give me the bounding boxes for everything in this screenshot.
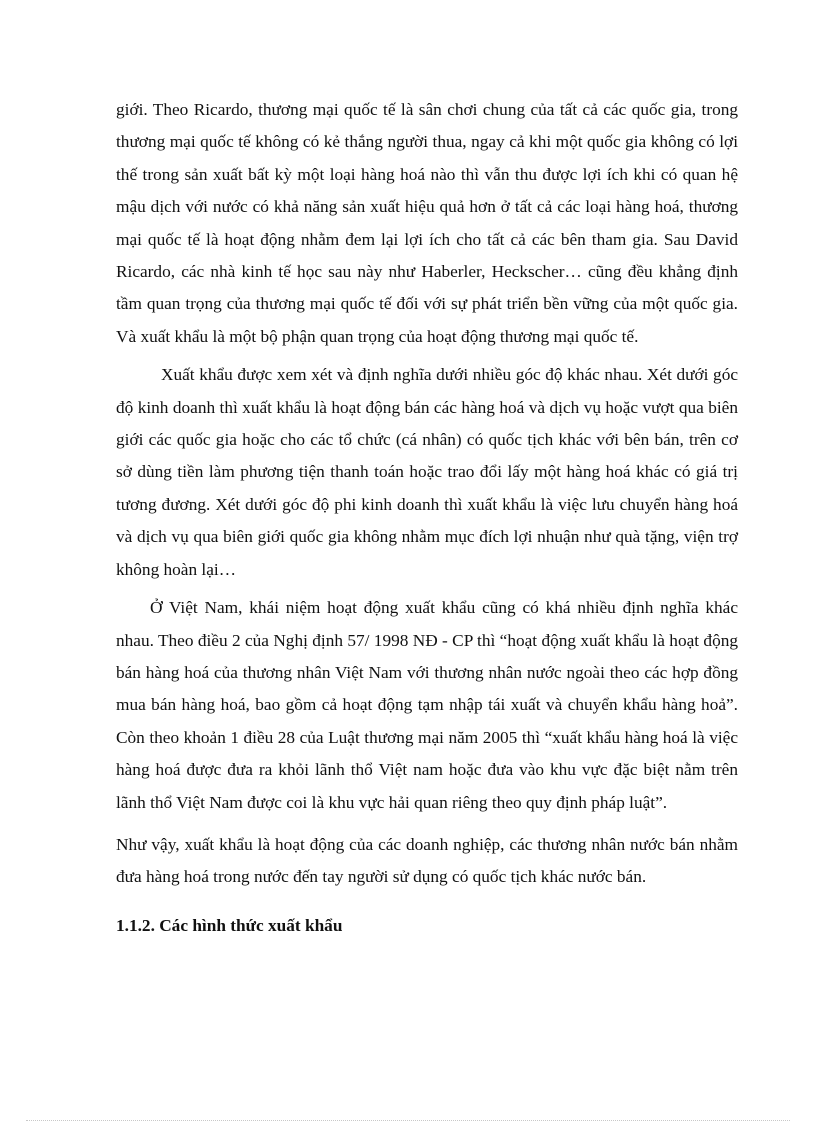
section-heading: 1.1.2. Các hình thức xuất khẩu — [116, 915, 343, 935]
paragraph-export-summary: Như vậy, xuất khẩu là hoạt động của các doanh nghiệp, các thương nhân nước bán nhằm đưa hàng hoá trong nước đến tay người sử dụng có quốc tịch khác nước bán. — [116, 834, 738, 887]
paragraph-vietnam-export-law: Ở Việt Nam, khái niệm hoạt động xuất khẩu cũng có khá nhiều định nghĩa khác nhau. Theo điều 2 của Nghị định 57/ 1998 NĐ - CP thì “hoạt động xuất khẩu là hoạt động bán hàng hoá của thương nhân Việt Nam với thương nhân nước ngoài theo các hợp đồng mua bán hàng hoá, bao gồm cả hoạt động tạm nhập tái xuất và chuyển khẩu hàng hoả”. Còn theo khoản 1 điều 28 của Luật thương mại năm 2005 thì “xuất khẩu hàng hoá là việc hàng hoá được đưa ra khỏi lãnh thổ Việt nam hoặc đưa vào khu vực đặc biệt nằm trên lãnh thổ Việt Nam được coi là khu vực hải quan riêng theo quy định pháp luật”. — [116, 598, 738, 812]
footer-divider — [26, 1120, 790, 1121]
paragraph-ricardo-trade: giới. Theo Ricardo, thương mại quốc tế là sân chơi chung của tất cả các quốc gia, trong thương mại quốc tế không có kẻ thắng người thua, ngay cả khi một quốc gia không có lợi thế trong sản xuất bất kỳ một loại hàng hoá nào thì vẫn thu được lợi ích khi có quan hệ mậu dịch với nước có khả năng sản xuất hiệu quả hơn ở tất cả các loại hàng hoá, thương mại quốc tế là hoạt động nhằm đem lại lợi ích cho tất cả các bên tham gia. Sau David Ricardo, các nhà kinh tế học sau này như Haberler, Heckscher… cũng đều khẳng định tầm quan trọng của thương mại quốc tế đối với sự phát triển bền vững của một quốc gia. Và xuất khẩu là một bộ phận quan trọng của hoạt động thương mại quốc tế. — [116, 100, 738, 346]
paragraph-export-definition: Xuất khẩu được xem xét và định nghĩa dưới nhiều góc độ khác nhau. Xét dưới góc độ kinh doanh thì xuất khẩu là hoạt động bán các hàng hoá và dịch vụ hoặc vượt qua biên giới các quốc gia hoặc cho các tổ chức (cá nhân) có quốc tịch khác với bên bán, trên cơ sở dùng tiền làm phương tiện thanh toán hoặc trao đổi lấy một hàng hoá khác có giá trị tương đương. Xét dưới góc độ phi kinh doanh thì xuất khẩu là việc lưu chuyển hàng hoá và dịch vụ qua biên giới quốc gia không nhằm mục đích lợi nhuận như quà tặng, viện trợ không hoàn lại… — [116, 365, 738, 579]
document-page — [116, 94, 738, 942]
